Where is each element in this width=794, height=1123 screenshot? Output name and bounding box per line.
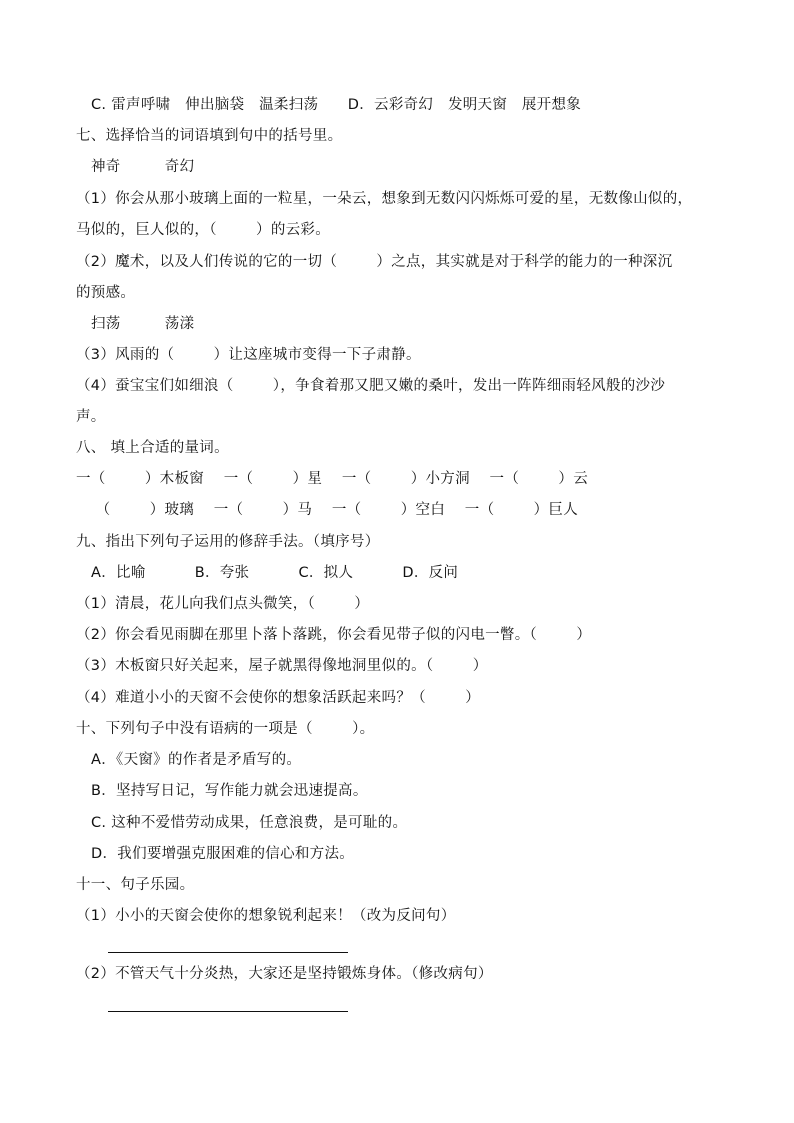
q10-option-a: A．《天窗》的作者是矛盾写的。	[91, 752, 302, 768]
q8-heading: 八、 填上合适的量词。	[76, 440, 229, 456]
q9-heading: 九、指出下列句子运用的修辞手法。（填序号）	[76, 534, 380, 550]
q10-heading: 十、下列句子中没有语病的一项是（ ）。	[76, 721, 375, 737]
q11-item-2: （2）不管天气十分炎热，大家还是坚持锻炼身体。（修改病句）	[76, 966, 493, 982]
q7-word-choices-1: 神奇 奇幻	[91, 159, 195, 175]
q6-options-cd: C. 雷声呼啸 伸出脑袋 温柔扫荡 D．云彩奇幻 发明天窗 展开想象	[91, 97, 582, 113]
q9-item-2: （2）你会看见雨脚在那里卜落卜落跳，你会看见带子似的闪电一瞥。（ ）	[76, 627, 592, 643]
q7-item-2: （2）魔术，以及人们传说的它的一切（ ）之点，其实就是对于科学的能力的一种深沉	[76, 254, 673, 270]
q7-item-3: （3）风雨的（ ）让这座城市变得一下子肃静。	[76, 347, 421, 363]
q9-item-1: （1）清晨，花儿向我们点头微笑，（ ）	[76, 596, 370, 612]
q10-option-c: C. 这种不爱惜劳动成果，任意浪费，是可耻的。	[91, 815, 408, 831]
q8-row-1: 一（ ）木板窗 一（ ）星 一（ ）小方洞 一（ ）云	[76, 471, 588, 487]
q11-answer-line-2[interactable]	[108, 1011, 348, 1012]
q10-option-d: D．我们要增强克服困难的信心和方法。	[91, 846, 355, 862]
q7-item-1-cont: 马似的，巨人似的，（ ）的云彩。	[76, 222, 331, 238]
q9-item-3: （3）木板窗只好关起来，屋子就黑得像地洞里似的。（ ）	[76, 658, 488, 674]
q7-item-2-cont: 的预感。	[76, 285, 136, 301]
q7-item-4-cont: 声。	[76, 409, 106, 425]
q11-answer-line-1[interactable]	[108, 952, 348, 953]
q11-item-1: （1）小小的天窗会使你的想象锐利起来！（改为反问句）	[76, 908, 456, 924]
q7-item-1: （1）你会从那小玻璃上面的一粒星，一朵云，想象到无数闪闪烁烁可爱的星，无数像山似的，	[76, 191, 693, 207]
q7-word-choices-2: 扫荡 荡漾	[91, 316, 195, 332]
q11-heading: 十一、句子乐园。	[76, 877, 195, 893]
q7-heading: 七、选择恰当的词语填到句中的括号里。	[76, 128, 343, 144]
q9-item-4: （4）难道小小的天窗不会使你的想象活跃起来吗？（ ）	[76, 690, 480, 706]
q10-option-b: B．坚持写日记，写作能力就会迅速提高。	[91, 783, 368, 799]
q7-item-4: （4）蚕宝宝们如细浪（ ），争食着那又肥又嫩的桑叶，发出一阵阵细雨轻风般的沙沙	[76, 378, 666, 394]
q8-row-2: （ ）玻璃 一（ ）马 一（ ）空白 一（ ）巨人	[76, 502, 579, 518]
q9-options: A．比喻 B．夸张 C．拟人 D．反问	[91, 565, 459, 581]
